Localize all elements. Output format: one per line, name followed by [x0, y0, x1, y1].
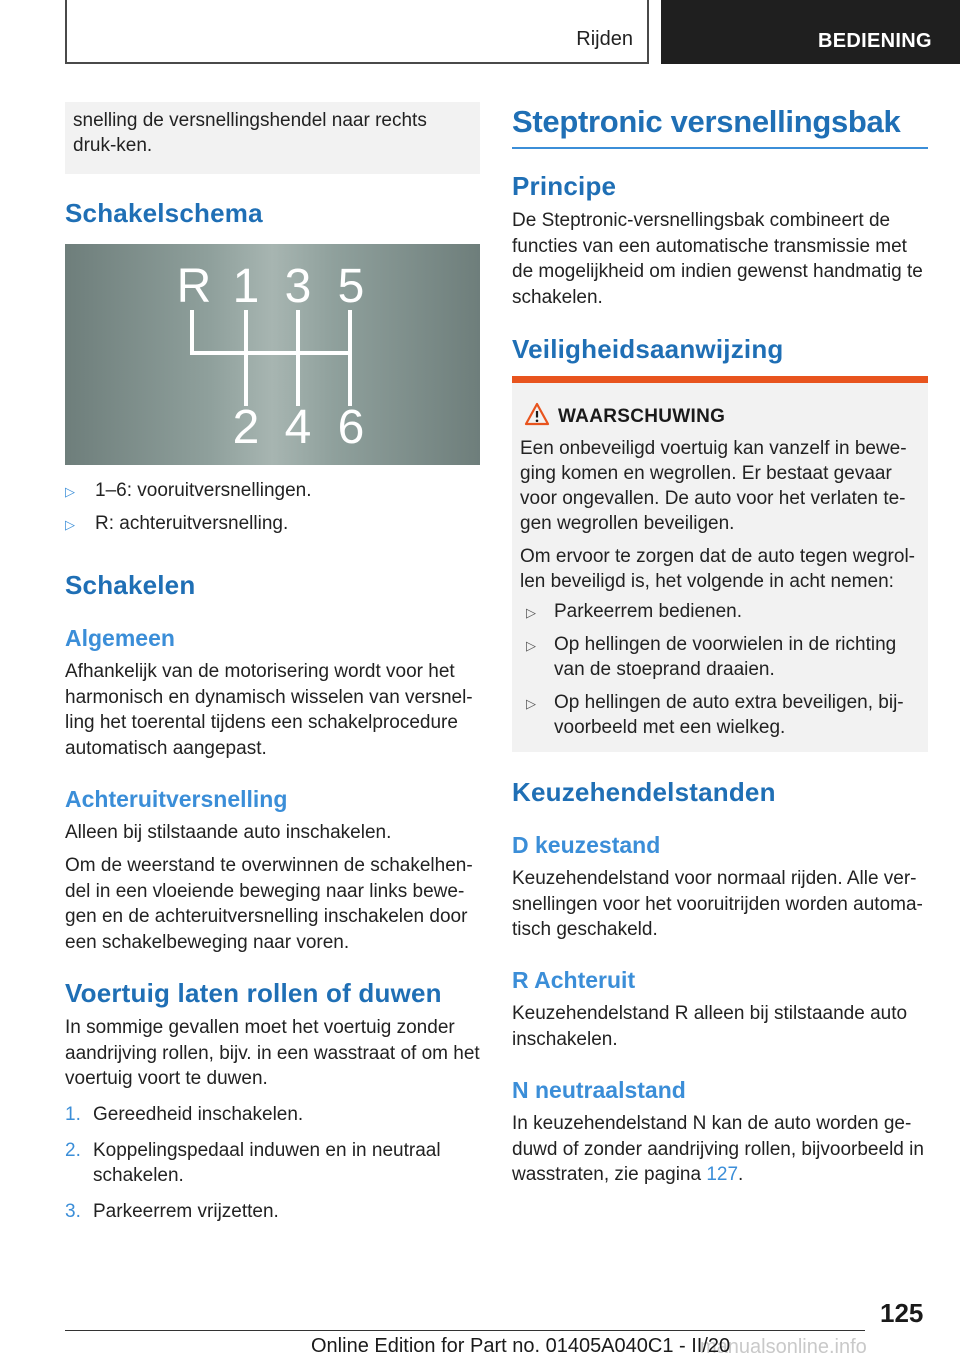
warning-list [526, 599, 922, 748]
heading-principe: Principe [512, 171, 617, 201]
r-achteruit-paragraph: Keuzehendelstand R alleen bij stilstaande auto inschakelen. [512, 1003, 908, 1050]
header-section-box [65, 0, 649, 64]
header-chapter-tab [661, 0, 960, 64]
heading-veiligheidsaanwijzing: Veiligheidsaanwijzing [512, 334, 784, 364]
triangle-bullet-icon: ▷ [65, 484, 75, 499]
heading-algemeen: Algemeen [65, 625, 175, 651]
warning-paragraph-2: Om ervoor te zorgen dat de auto tegen wegrol-len beveiligd is, het volgende in acht nemen: [520, 546, 916, 592]
triangle-bullet-icon: ▷ [526, 696, 536, 711]
gear-label-3: 3 [284, 260, 312, 313]
page-header [0, 0, 960, 64]
heading-r-achteruit: R Achteruit [512, 967, 636, 993]
algemeen-paragraph: Afhankelijk van de motorisering wordt voor het harmonisch en dynamisch wisselen van versnel-ling het toerental tijdens een schakelprocedure automatisch aangepast. [65, 661, 473, 759]
heading-d-keuzestand: D keuzestand [512, 832, 661, 858]
continued-text-box [65, 102, 480, 174]
list-item: ▷ Op hellingen de voorwielen in de richting van de stoeprand draaien. [526, 634, 897, 680]
n-neutraalstand-paragraph: In keuzehendelstand N kan de auto worden ge-duwd of zonder aandrijving rollen, bijvoorbeeld in wasstraten, zie pagina 127. [512, 1113, 924, 1185]
list-item: ▷ R: achteruitversnelling. [65, 511, 480, 536]
warning-box [512, 376, 928, 752]
page-reference-link[interactable]: 127 [706, 1164, 739, 1185]
heading-rollen-duwen: Voertuig laten rollen of duwen [65, 978, 442, 1008]
triangle-bullet-icon: ▷ [65, 517, 75, 532]
heading-n-neutraalstand: N neutraalstand [512, 1077, 686, 1103]
header-chapter-title: BEDIENING [818, 30, 932, 52]
watermark-logo: manualsonline.info [700, 1336, 867, 1358]
d-keuzestand-paragraph: Keuzehendelstand voor normaal rijden. Alle ver-snellingen voor het vooruitrijden worden automa-tisch geschakeld. [512, 868, 923, 940]
triangle-bullet-icon: ▷ [526, 638, 536, 653]
list-item: 3. Parkeerrem vrijzetten. [65, 1200, 279, 1222]
gear-label-1: 1 [232, 260, 260, 313]
heading-achteruitversnelling: Achteruitversnelling [65, 786, 288, 812]
rollen-steps-list [65, 1102, 480, 1234]
heading-schakelen: Schakelen [65, 570, 196, 600]
list-item: 2. Koppelingspedaal induwen en in neutraal schakelen. [65, 1139, 441, 1186]
rollen-paragraph: In sommige gevallen moet het voertuig zonder aandrijving rollen, bijv. in een wasstraat of om het voertuig voort te duwen. [65, 1017, 480, 1089]
triangle-bullet-icon: ▷ [526, 605, 536, 620]
page-number: 125 [880, 1298, 924, 1328]
footer-edition: Online Edition for Part no. 01405A040C1 - II/20 [311, 1335, 731, 1357]
list-item: ▷ Op hellingen de auto extra beveiligen, bij-voorbeeld met een wielkeg. [526, 692, 904, 738]
gear-label-5: 5 [337, 260, 365, 313]
gear-shift-diagram-image [65, 244, 480, 465]
header-section-title: Rijden [576, 28, 633, 50]
list-item: 1. Gereedheid inschakelen. [65, 1104, 304, 1125]
achteruit-paragraph-2: Om de weerstand te overwinnen de schakelhen-del in een vloeiende beweging naar links bewe-gen en de achteruitversnelling inschakelen door een schakelbeweging naar voren. [65, 855, 473, 953]
warning-bar [512, 376, 928, 383]
gear-label-4: 4 [284, 401, 312, 454]
warning-triangle-icon [524, 402, 550, 426]
schakelschema-bullet-list [65, 478, 480, 544]
footer-divider [65, 1330, 865, 1331]
continued-text: snelling de versnellingshendel naar rechts druk-ken. [73, 110, 427, 156]
list-item: ▷ Parkeerrem bedienen. [526, 599, 922, 624]
warning-paragraph-1: Een onbeveiligd voertuig kan vanzelf in bewe-ging komen en wegrollen. Er bestaat gevaar voor ongevallen. De auto voor het verlaten te-gen wegrollen beveiligen. [520, 438, 907, 534]
list-item: ▷ 1–6: vooruitversnellingen. [65, 478, 480, 503]
principe-paragraph: De Steptronic-versnellingsbak combineert de functies van een automatische transmissie met de mogelijkheid om indien gewenst handmatig te schakelen. [512, 210, 923, 308]
achteruit-paragraph-1: Alleen bij stilstaande auto inschakelen. [65, 822, 392, 843]
heading-schakelschema: Schakelschema [65, 198, 263, 228]
heading-underline [512, 147, 928, 149]
heading-keuzehendelstanden: Keuzehendelstanden [512, 777, 776, 807]
gear-label-2: 2 [232, 401, 260, 454]
heading-steptronic: Steptronic versnellingsbak [512, 104, 901, 139]
gear-label-r: R [176, 260, 212, 313]
gear-label-6: 6 [337, 401, 365, 454]
warning-label: WAARSCHUWING [558, 406, 726, 427]
